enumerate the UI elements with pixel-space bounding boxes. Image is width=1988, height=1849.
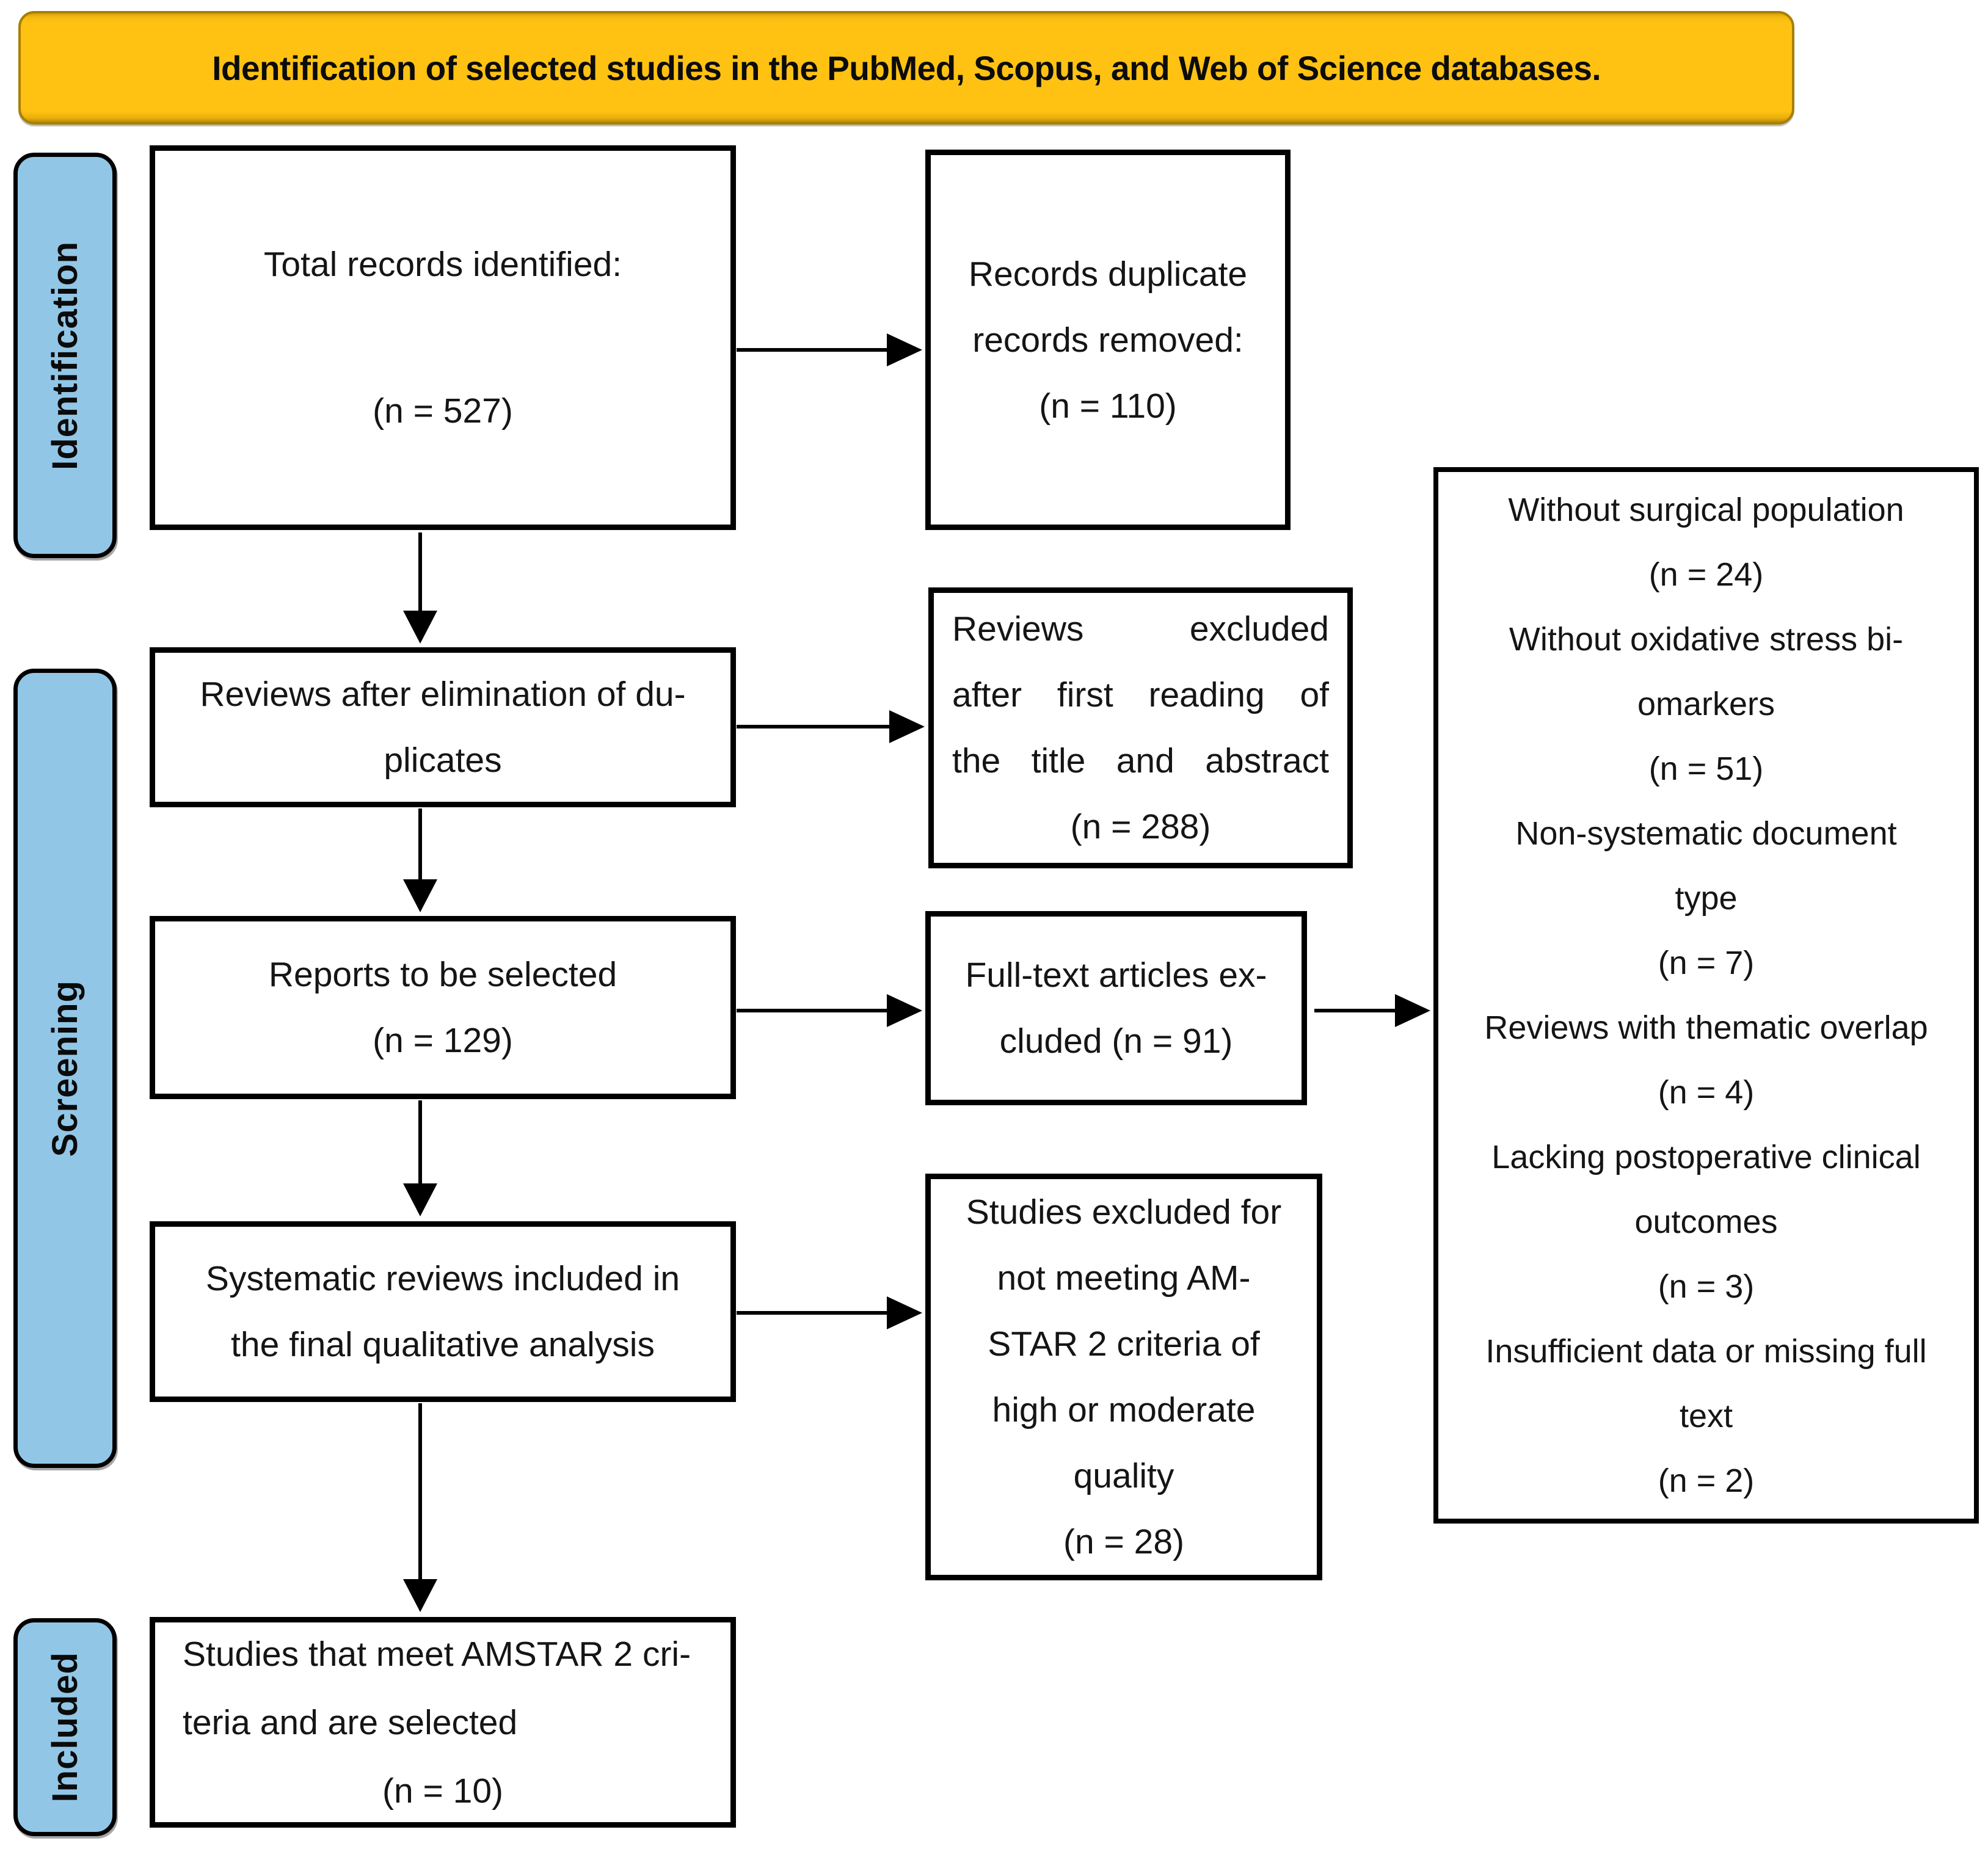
box-line: teria and are selected: [183, 1702, 518, 1742]
box-line: Insufficient data or missing full: [1485, 1333, 1927, 1370]
box-line: cluded (n = 91): [999, 1022, 1233, 1061]
box-line: (n = 288): [1070, 807, 1211, 846]
box-line: Studies excluded for: [966, 1193, 1282, 1232]
box-line: after first reading of: [952, 675, 1329, 714]
box-line: the title and abstract: [952, 741, 1329, 780]
arrow-after-duplicates-to-reports: [403, 808, 437, 912]
arrow-fulltext-to-reasons: [1314, 994, 1430, 1027]
reviews-after-duplicates-box: [150, 647, 736, 807]
title-banner: [18, 11, 1794, 125]
stage-label-included: [13, 1618, 117, 1836]
arrow-after-duplicates-to-title-abstract: [737, 710, 925, 743]
box-line: records removed:: [972, 320, 1243, 360]
box-line: Without oxidative stress bi-: [1509, 621, 1904, 658]
box-line: (n = 129): [373, 1021, 513, 1060]
arrow-reports-to-qualitative: [403, 1100, 437, 1216]
box-line: Records duplicate: [968, 254, 1248, 294]
box-line: quality: [1073, 1456, 1174, 1495]
arrow-qualitative-to-final: [403, 1403, 437, 1612]
stage-label-identification-text: Identification: [45, 241, 85, 470]
box-line: (n = 110): [1039, 386, 1177, 426]
box-line: text: [1679, 1398, 1733, 1434]
box-line: STAR 2 criteria of: [988, 1324, 1260, 1364]
box-line: (n = 7): [1658, 945, 1755, 981]
duplicates-removed-box: [925, 150, 1291, 530]
box-line: (n = 10): [382, 1771, 504, 1811]
box-line: (n = 28): [1063, 1522, 1185, 1561]
arrow-qualitative-to-amstar: [737, 1296, 922, 1329]
arrow-total-to-duplicates: [737, 333, 922, 366]
arrow-reports-to-fulltext: [737, 994, 922, 1027]
reports-to-be-selected-box: [150, 916, 736, 1099]
box-line: plicates: [384, 741, 502, 780]
box-line: omarkers: [1637, 686, 1775, 722]
box-line: high or moderate: [992, 1390, 1256, 1429]
box-line: Studies that meet AMSTAR 2 cri-: [183, 1634, 691, 1674]
box-line: Non-systematic document: [1515, 815, 1897, 852]
exclusion-reasons-box: [1433, 467, 1979, 1524]
qualitative-analysis-box: [150, 1221, 736, 1402]
stage-label-screening-text: Screening: [45, 979, 85, 1157]
stage-label-included-text: Included: [45, 1652, 85, 1803]
box-line: (n = 24): [1648, 556, 1764, 593]
fulltext-excluded-box: [925, 911, 1307, 1105]
box-line: Reports to be selected: [268, 955, 617, 994]
stage-label-identification: [13, 153, 117, 558]
box-line: Reviews with thematic overlap: [1484, 1009, 1928, 1046]
box-line: type: [1675, 880, 1738, 917]
box-line: Without surgical population: [1508, 492, 1904, 528]
box-line: Total records identified:: [263, 245, 622, 284]
amstar-excluded-box: [925, 1174, 1322, 1580]
box-line: Full-text articles ex-: [965, 956, 1267, 995]
box-line: (n = 4): [1658, 1074, 1755, 1111]
box-line: the final qualitative analysis: [231, 1325, 655, 1364]
box-line: Reviews excluded: [952, 609, 1329, 648]
stage-label-screening: [13, 669, 117, 1468]
title-abstract-excluded-box: [928, 587, 1353, 868]
arrow-total-to-after-duplicates: [403, 532, 437, 644]
final-selected-box: [150, 1617, 736, 1828]
total-records-box: [150, 145, 736, 530]
box-line: (n = 2): [1658, 1462, 1755, 1499]
box-line: (n = 51): [1648, 750, 1764, 787]
diagram-title: Identification of selected studies in the PubMed, Scopus, and Web of Science databases.: [212, 48, 1601, 87]
box-line: (n = 3): [1658, 1268, 1755, 1305]
box-line: not meeting AM-: [997, 1259, 1251, 1298]
box-line: Reviews after elimination of du-: [200, 675, 686, 714]
box-line: Lacking postoperative clinical: [1491, 1139, 1921, 1175]
box-line: (n = 527): [373, 391, 513, 430]
box-line: Systematic reviews included in: [205, 1259, 680, 1298]
box-line: outcomes: [1634, 1204, 1778, 1240]
